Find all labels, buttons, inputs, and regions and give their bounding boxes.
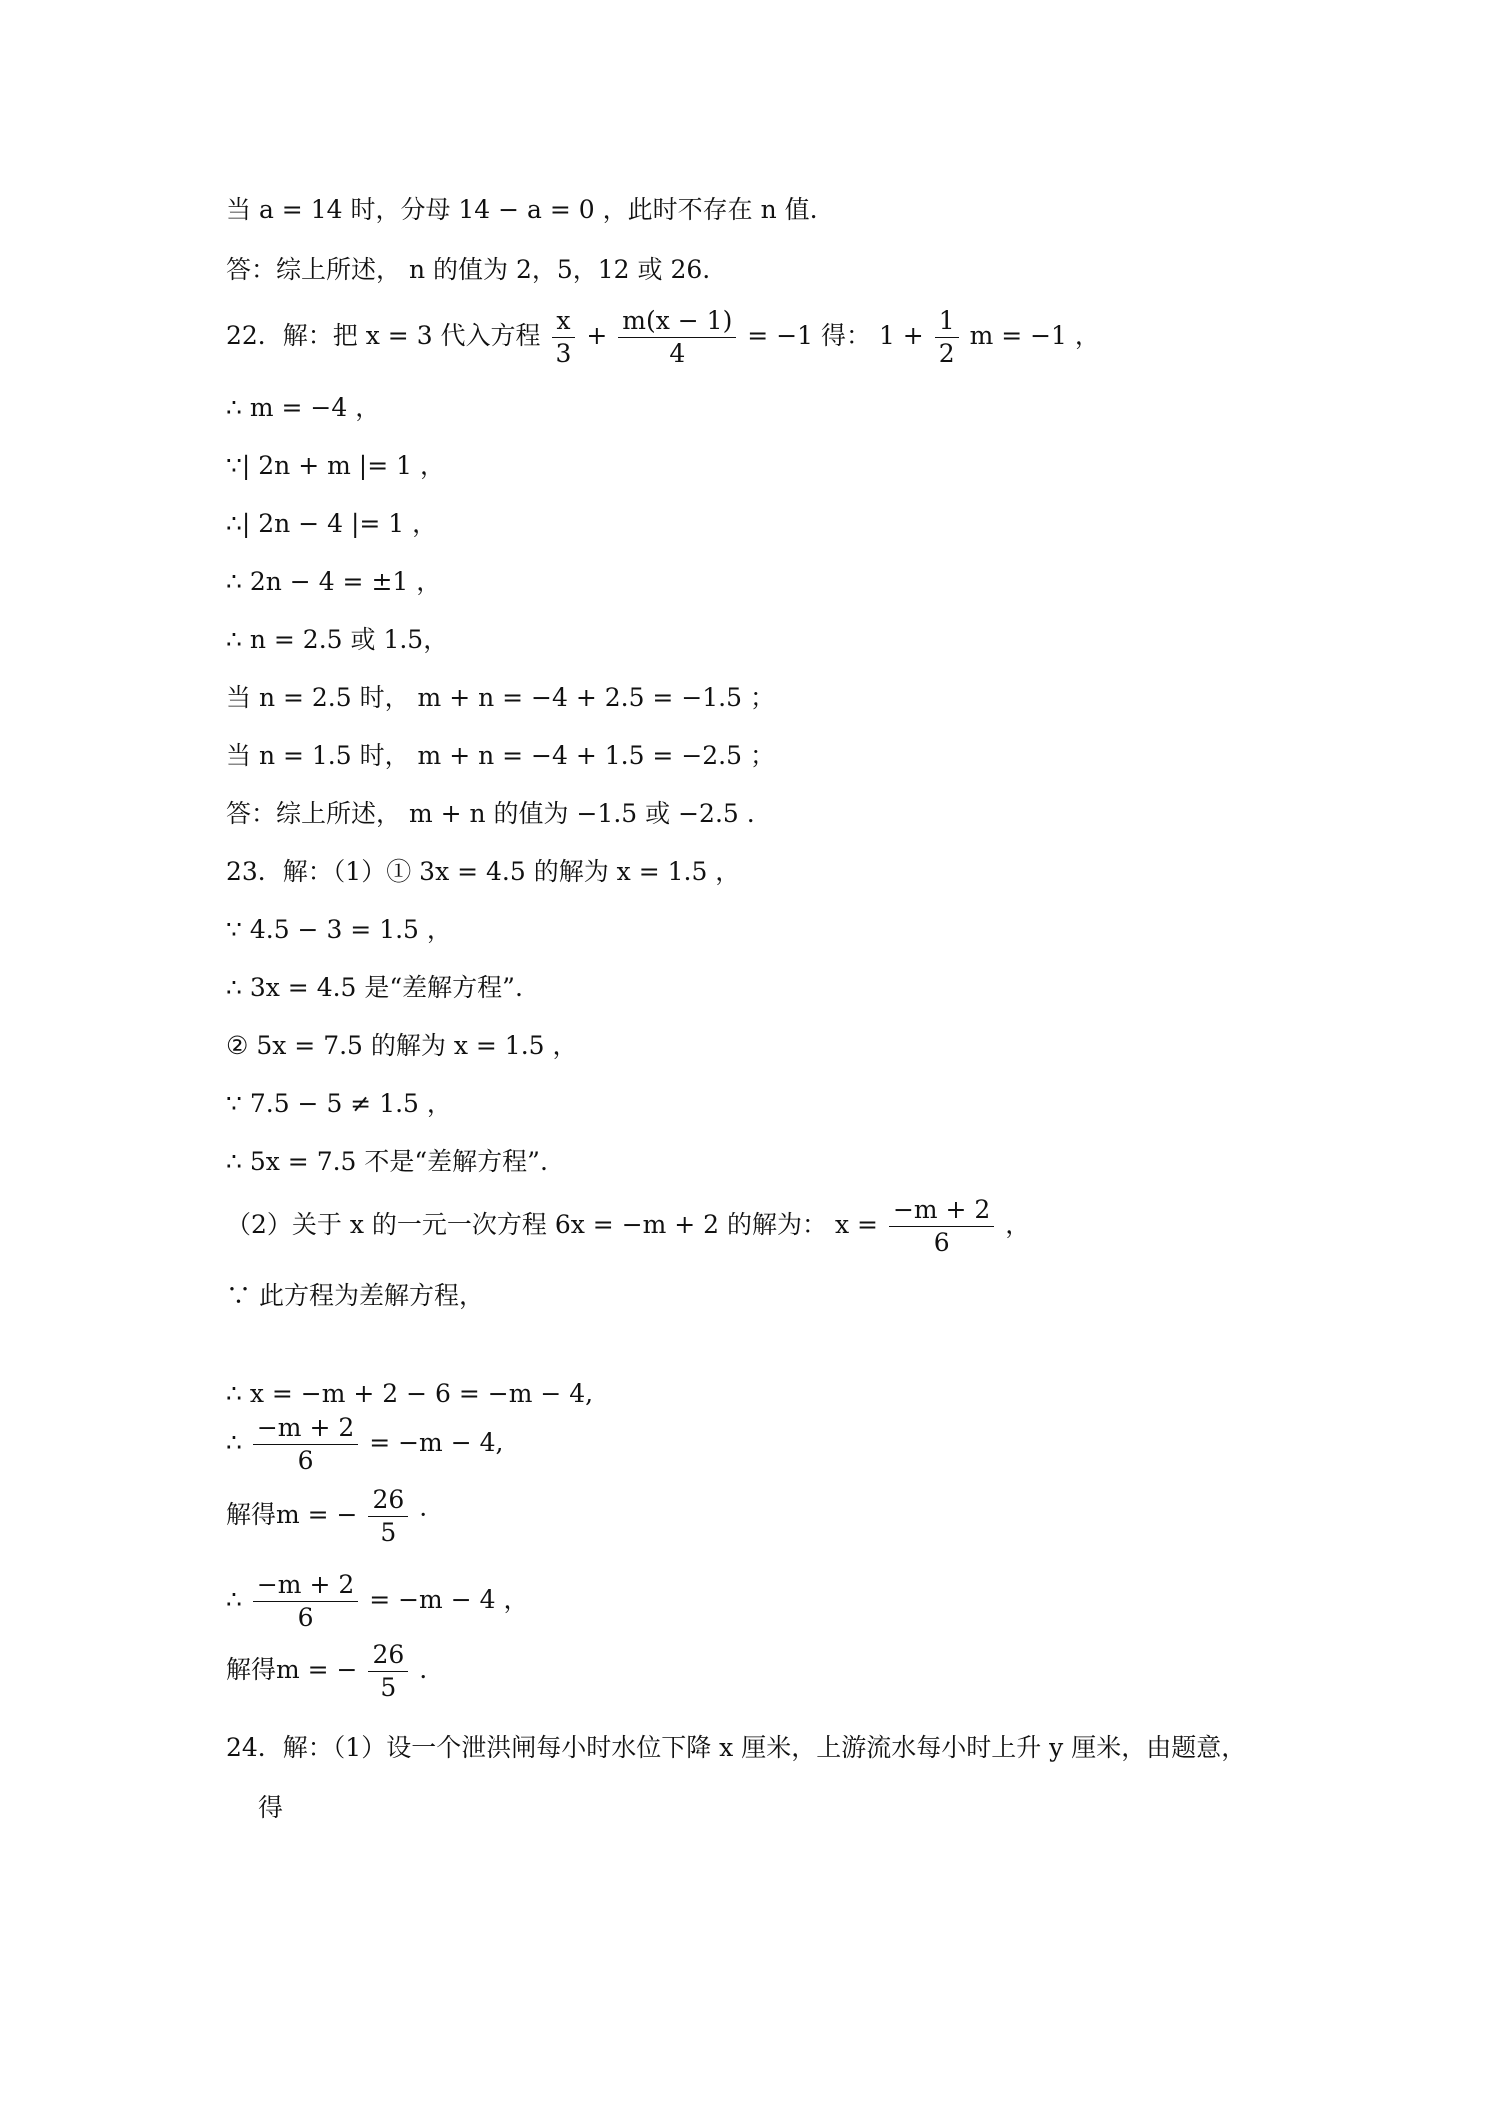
- text-segment: ，: [1005, 1210, 1031, 1239]
- text-line: 当 a = 14 时，分母 14 − a = 0 ，此时不存在 n 值.: [226, 195, 818, 224]
- text-segment: m = −1 ，: [969, 321, 1100, 350]
- text-line: ∴ n = 2.5 或 1.5，: [226, 625, 449, 654]
- text-segment: = −m − 4 ，: [369, 1585, 529, 1614]
- equation-line: [226, 1485, 427, 1548]
- text-segment: ∴: [226, 1585, 242, 1614]
- text-line: ∵ 此方程为差解方程，: [226, 1281, 484, 1310]
- text-line: ∵ 7.5 − 5 ≠ 1.5 ，: [226, 1089, 452, 1118]
- text-line: ∴ x = −m + 2 − 6 = −m − 4,: [226, 1379, 594, 1408]
- fraction-numerator: −m + 2: [253, 1570, 358, 1602]
- text-segment: （2）关于 x 的一元一次方程 6x = −m + 2 的解为： x =: [226, 1210, 878, 1239]
- fraction: [889, 1195, 994, 1258]
- text-line: 当 n = 1.5 时， m + n = −4 + 1.5 = −2.5 ；: [226, 741, 775, 770]
- text-segment: = −m − 4,: [369, 1428, 504, 1457]
- text-line: ∴ 3x = 4.5 是“差解方程”.: [226, 973, 523, 1002]
- text-line: ∵| 2n + m |= 1 ，: [226, 451, 445, 480]
- fraction: [368, 1485, 408, 1548]
- fraction-numerator: 1: [935, 306, 959, 338]
- text-segment: +: [586, 321, 608, 350]
- fraction-numerator: −m + 2: [889, 1195, 994, 1227]
- text-line: ∴ 5x = 7.5 不是“差解方程”.: [226, 1147, 548, 1176]
- text-line: 当 n = 2.5 时， m + n = −4 + 2.5 = −1.5 ；: [226, 683, 775, 712]
- text-segment: ∴: [226, 1428, 242, 1457]
- equation-line: [226, 1640, 427, 1703]
- text-line: 23．解：（1）① 3x = 4.5 的解为 x = 1.5 ，: [226, 857, 741, 886]
- fraction-denominator: 2: [938, 339, 955, 368]
- fraction-denominator: 5: [380, 1518, 397, 1547]
- fraction-numerator: 26: [368, 1640, 408, 1672]
- text-line: 24．解：（1）设一个泄洪闸每小时水位下降 x 厘米，上游流水每小时上升 y 厘米，由题意，: [226, 1733, 1247, 1762]
- fraction-denominator: 6: [297, 1603, 314, 1632]
- fraction: [368, 1640, 408, 1703]
- fraction-denominator: 6: [933, 1228, 950, 1257]
- problem-22-line: [226, 306, 1100, 369]
- fraction: [552, 306, 576, 369]
- text-line: ② 5x = 7.5 的解为 x = 1.5 ，: [226, 1031, 578, 1060]
- fraction: [618, 306, 736, 369]
- equation-line: [226, 1413, 503, 1476]
- fraction: [253, 1570, 358, 1633]
- equation-line: [226, 1570, 528, 1633]
- fraction-denominator: 4: [669, 339, 686, 368]
- fraction-denominator: 6: [297, 1446, 314, 1475]
- text-segment: ·: [419, 1500, 428, 1529]
- text-line: ∵ 4.5 − 3 = 1.5 ，: [226, 915, 452, 944]
- text-segment: .: [419, 1655, 428, 1684]
- fraction-numerator: x: [552, 306, 576, 338]
- fraction-numerator: 26: [368, 1485, 408, 1517]
- text-line: ∴ m = −4 ，: [226, 393, 381, 422]
- text-segment: 22．解：把 x = 3 代入方程: [226, 321, 541, 350]
- fraction-denominator: 3: [555, 339, 572, 368]
- text-line: 答：综上所述， n 的值为 2，5，12 或 26.: [226, 255, 711, 284]
- text-segment: 解得m = −: [226, 1500, 358, 1529]
- fraction: [935, 306, 959, 369]
- text-line: ∴| 2n − 4 |= 1 ，: [226, 509, 438, 538]
- text-line: 答：综上所述， m + n 的值为 −1.5 或 −2.5 .: [226, 799, 755, 828]
- fraction: [253, 1413, 358, 1476]
- fraction-denominator: 5: [380, 1673, 397, 1702]
- problem-23-part2-line: [226, 1195, 1030, 1258]
- text-line: 得: [258, 1793, 284, 1822]
- fraction-numerator: −m + 2: [253, 1413, 358, 1445]
- text-segment: = −1 得： 1 +: [747, 321, 924, 350]
- text-segment: 解得m = −: [226, 1655, 358, 1684]
- fraction-numerator: m(x − 1): [618, 306, 736, 338]
- text-line: ∴ 2n − 4 = ±1 ，: [226, 567, 442, 596]
